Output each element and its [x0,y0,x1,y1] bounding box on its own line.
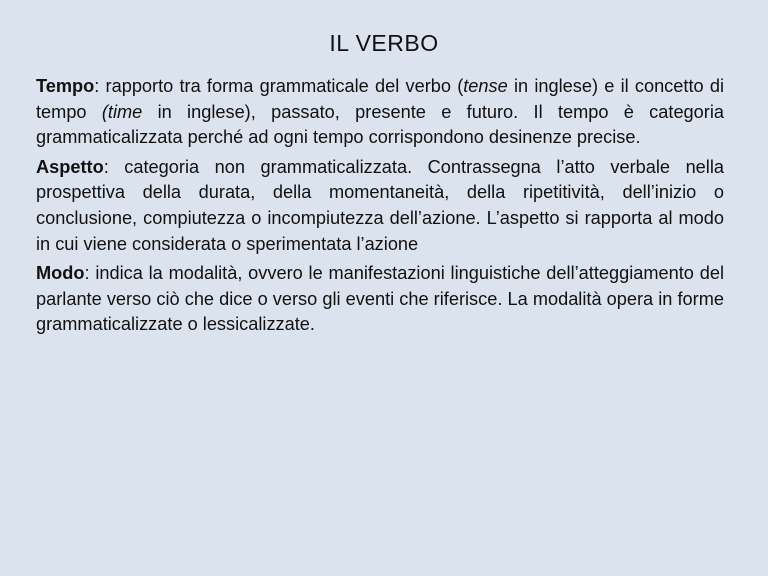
modo-text: : indica la modalità, ovvero le manifestazioni linguistiche dell’atteggiamento del parlante verso ciò che dice o verso gli eventi che riferisce. La modalità opera in forme grammaticalizzate o lessicalizzate. [36,263,724,335]
tempo-italic-tense: tense [463,76,508,96]
slide-title: IL VERBO [329,30,439,56]
tempo-italic-time: (time [101,101,143,122]
slide-body [36,74,724,342]
term-modo: Modo [36,263,85,284]
tempo-text-3: in inglese), passato, presente e futuro. Il tempo è categoria grammaticalizzata perché ad ogni tempo corrispondono desinenze precise. [36,101,724,148]
term-tempo: Tempo [36,76,95,96]
paragraph-aspetto [36,155,724,257]
term-aspetto: Aspetto [36,156,104,177]
tempo-text-2: in inglese) e il concetto di tempo [36,76,724,122]
paragraph-modo [36,261,724,338]
aspetto-text: : categoria non grammaticalizzata. Contrassegna l’atto verbale nella prospettiva della durata, della momentaneità, della ripetitività, dell’inizio o conclusione, compiutezza o incompiutezza dell’azione. L’aspetto si rapporta al modo in cui viene considerata o sperimentata l’azione [36,156,724,254]
paragraph-tempo [36,74,724,151]
tempo-text-1: : rapporto tra forma grammaticale del verbo ( [94,76,464,96]
